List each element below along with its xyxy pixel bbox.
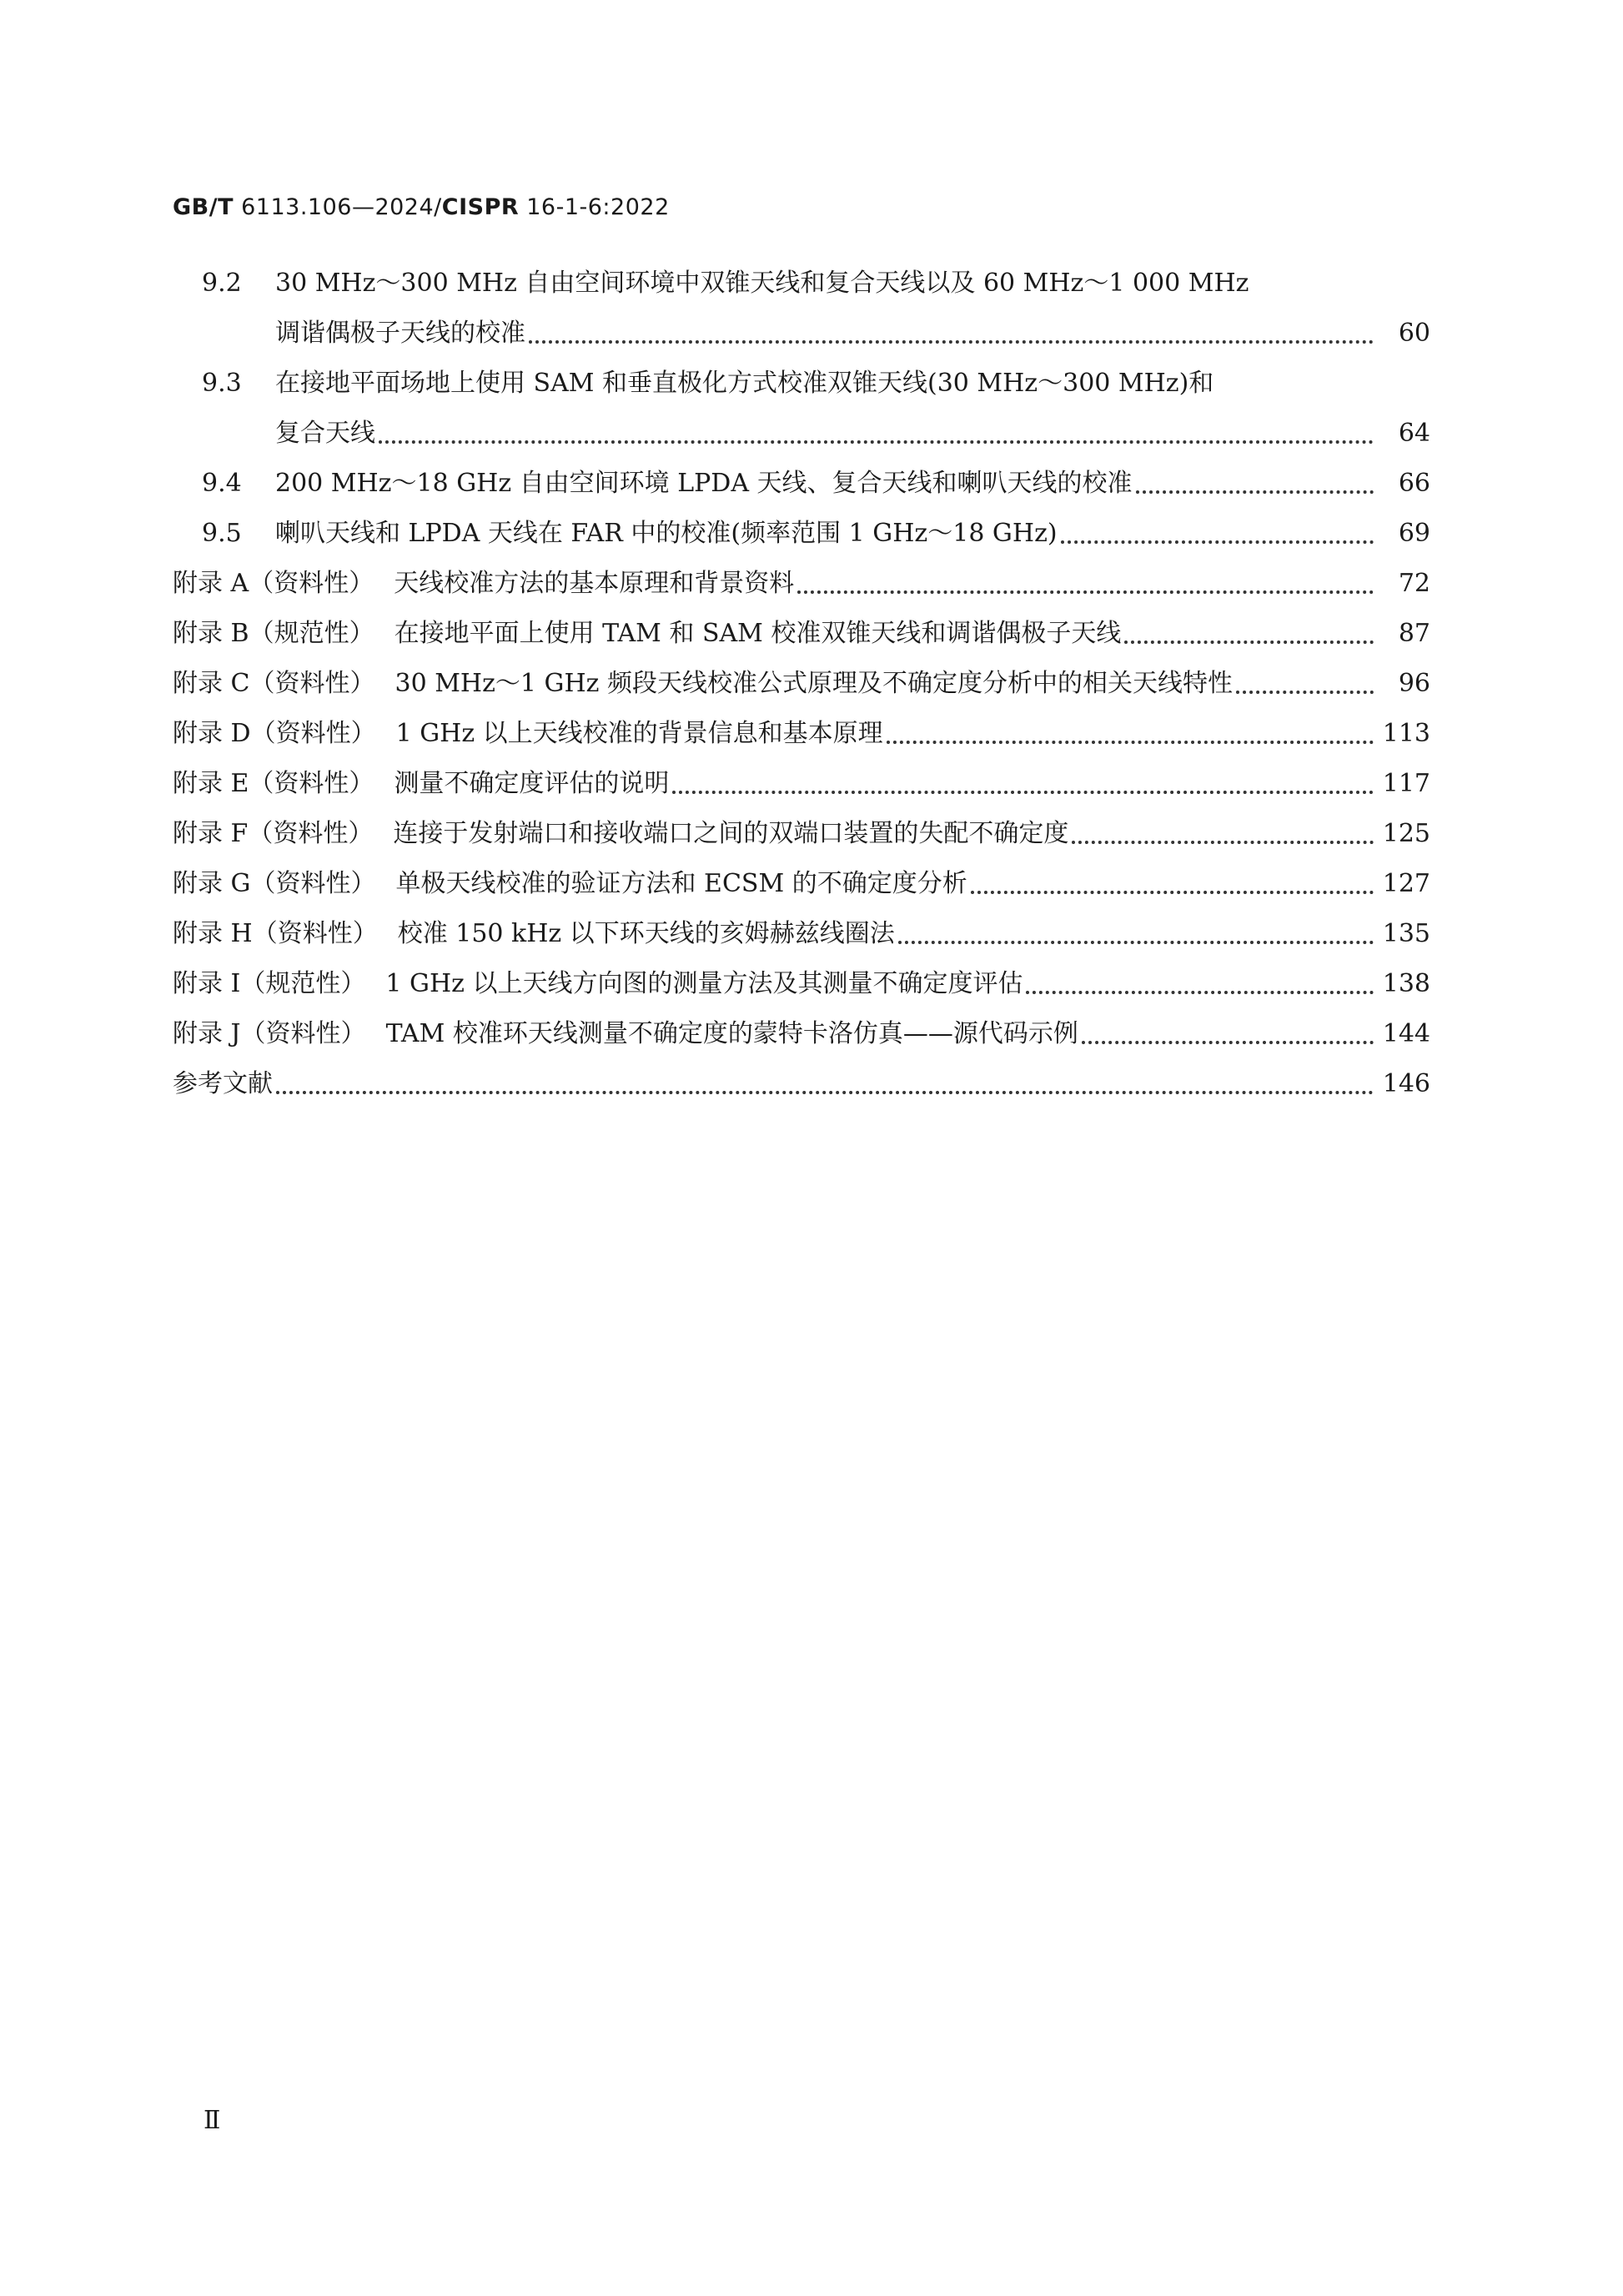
section-title-continued: 调谐偶极子天线的校准 bbox=[275, 319, 525, 348]
appendix-label: 附录 F（资料性） bbox=[173, 819, 374, 848]
page-number: 72 bbox=[1398, 569, 1430, 598]
section-number: 9.3 bbox=[202, 369, 242, 398]
references-title: 参考文献 bbox=[173, 1069, 273, 1098]
toc-entry-appendix-b[interactable] bbox=[173, 609, 1430, 659]
dot-leader bbox=[1124, 641, 1374, 644]
appendix-title: 30 MHz～1 GHz 频段天线校准公式原理及不确定度分析中的相关天线特性 bbox=[394, 669, 1233, 698]
toc-entry-references[interactable] bbox=[173, 1059, 1430, 1109]
toc-entry-appendix-i[interactable] bbox=[173, 959, 1430, 1009]
appendix-label: 附录 J（资料性） bbox=[173, 1019, 366, 1048]
section-title: 在接地平面场地上使用 SAM 和垂直极化方式校准双锥天线(30 MHz～300 MHz)和 bbox=[275, 369, 1214, 398]
section-number: 9.4 bbox=[202, 469, 242, 498]
page-number: 138 bbox=[1382, 969, 1430, 998]
dot-leader bbox=[1026, 991, 1374, 994]
section-title-continued: 复合天线 bbox=[275, 419, 375, 448]
dot-leader bbox=[1082, 1041, 1374, 1044]
appendix-title: 1 GHz 以上天线校准的背景信息和基本原理 bbox=[395, 719, 883, 748]
page-number: 66 bbox=[1398, 469, 1430, 498]
page-folio: Ⅱ bbox=[204, 2106, 221, 2135]
toc-entry-appendix-h[interactable] bbox=[173, 909, 1430, 959]
header-std-number: 6113.106—2024/ bbox=[234, 194, 442, 220]
appendix-label: 附录 B（规范性） bbox=[173, 619, 374, 648]
toc-entry-9-4[interactable] bbox=[173, 459, 1430, 509]
toc-entry-appendix-j[interactable] bbox=[173, 1009, 1430, 1059]
section-number: 9.5 bbox=[202, 519, 242, 548]
page-number: 117 bbox=[1382, 769, 1430, 798]
appendix-label: 附录 G（资料性） bbox=[173, 869, 376, 898]
dot-leader bbox=[797, 590, 1374, 594]
dot-leader bbox=[276, 1091, 1374, 1094]
section-number: 9.2 bbox=[202, 269, 242, 298]
appendix-title: 校准 150 kHz 以下环天线的亥姆赫兹线圈法 bbox=[397, 919, 895, 948]
header-cispr-code: CISPR bbox=[441, 194, 520, 220]
appendix-title: 1 GHz 以上天线方向图的测量方法及其测量不确定度评估 bbox=[385, 969, 1023, 998]
section-title: 30 MHz～300 MHz 自由空间环境中双锥天线和复合天线以及 60 MHz～1 000 MHz bbox=[275, 269, 1249, 298]
page-number: 125 bbox=[1382, 819, 1430, 848]
dot-leader bbox=[887, 741, 1374, 744]
page-number: 144 bbox=[1382, 1019, 1430, 1048]
appendix-label: 附录 A（资料性） bbox=[173, 569, 374, 598]
dot-leader bbox=[971, 891, 1374, 894]
page-number: 127 bbox=[1382, 869, 1430, 898]
toc-entry-9-5[interactable] bbox=[173, 509, 1430, 559]
standard-header bbox=[173, 194, 670, 220]
appendix-title: 在接地平面上使用 TAM 和 SAM 校准双锥天线和调谐偶极子天线 bbox=[394, 619, 1122, 648]
appendix-title: 天线校准方法的基本原理和背景资料 bbox=[394, 569, 795, 598]
dot-leader bbox=[529, 340, 1374, 344]
appendix-label: 附录 E（资料性） bbox=[173, 769, 374, 798]
page-number: 60 bbox=[1398, 319, 1430, 348]
dot-leader bbox=[1136, 490, 1374, 494]
page-number: 87 bbox=[1398, 619, 1430, 648]
page-number: 135 bbox=[1382, 919, 1430, 948]
dot-leader bbox=[1061, 540, 1374, 544]
section-title: 喇叭天线和 LPDA 天线在 FAR 中的校准(频率范围 1 GHz～18 GHz) bbox=[275, 519, 1058, 548]
toc-entry-appendix-a[interactable] bbox=[173, 559, 1430, 609]
dot-leader bbox=[379, 440, 1374, 444]
toc-entry-appendix-e[interactable] bbox=[173, 759, 1430, 809]
appendix-label: 附录 I（规范性） bbox=[173, 969, 366, 998]
dot-leader bbox=[1236, 691, 1374, 694]
dot-leader bbox=[672, 791, 1374, 794]
dot-leader bbox=[1072, 841, 1374, 844]
toc-entry-9-2[interactable] bbox=[173, 259, 1430, 359]
page-number: 64 bbox=[1398, 419, 1430, 448]
section-title: 200 MHz～18 GHz 自由空间环境 LPDA 天线、复合天线和喇叭天线的校准 bbox=[275, 469, 1133, 498]
page-number: 146 bbox=[1382, 1069, 1430, 1098]
toc-entry-appendix-d[interactable] bbox=[173, 709, 1430, 759]
appendix-title: 连接于发射端口和接收端口之间的双端口装置的失配不确定度 bbox=[393, 819, 1069, 848]
toc-entry-appendix-c[interactable] bbox=[173, 659, 1430, 709]
toc-entry-appendix-g[interactable] bbox=[173, 859, 1430, 909]
appendix-label: 附录 H（资料性） bbox=[173, 919, 378, 948]
toc-entry-appendix-f[interactable] bbox=[173, 809, 1430, 859]
header-std-code: GB/T bbox=[173, 194, 234, 220]
page-number: 113 bbox=[1382, 719, 1430, 748]
page-number: 96 bbox=[1398, 669, 1430, 698]
toc-entry-9-3[interactable] bbox=[173, 359, 1430, 459]
appendix-title: 单极天线校准的验证方法和 ECSM 的不确定度分析 bbox=[395, 869, 967, 898]
table-of-contents bbox=[173, 259, 1430, 1109]
appendix-label: 附录 D（资料性） bbox=[173, 719, 376, 748]
page-number: 69 bbox=[1398, 519, 1430, 548]
appendix-title: 测量不确定度评估的说明 bbox=[394, 769, 670, 798]
appendix-label: 附录 C（资料性） bbox=[173, 669, 375, 698]
appendix-title: TAM 校准环天线测量不确定度的蒙特卡洛仿真——源代码示例 bbox=[385, 1019, 1078, 1048]
dot-leader bbox=[898, 941, 1374, 944]
header-cispr-number: 16-1-6:2022 bbox=[519, 194, 670, 220]
